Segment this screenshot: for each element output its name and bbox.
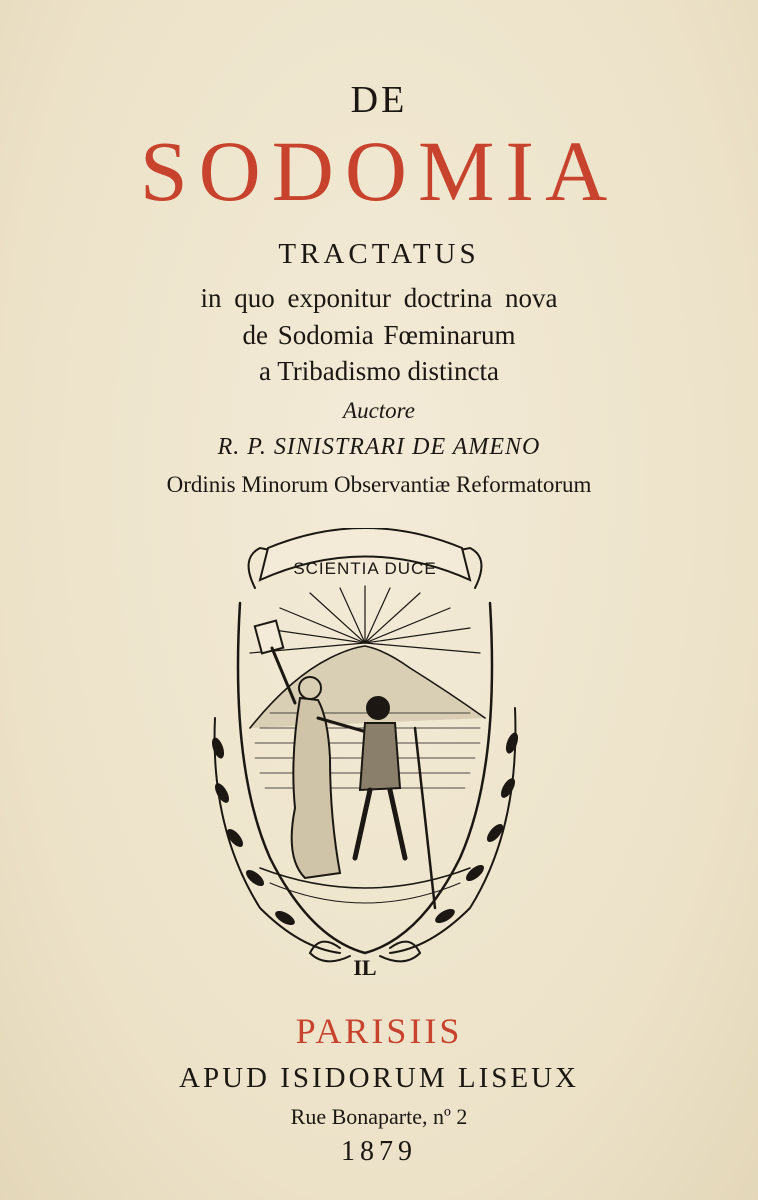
printer-emblem <box>200 528 530 978</box>
author-name: R. P. SINISTRARI DE AMENO <box>217 434 541 460</box>
imprint-publisher: APUD ISIDORUM LISEUX <box>179 1062 579 1094</box>
religious-order: Ordinis Minorum Observantiæ Reformatorum <box>166 472 592 497</box>
book-title: SODOMIA <box>139 123 619 219</box>
emblem-motto: SCIENTIA DUCE <box>293 559 437 578</box>
imprint-city: PARISIIS <box>295 1011 463 1051</box>
imprint-year: 1879 <box>341 1136 417 1167</box>
emblem-monogram: IL <box>353 955 377 978</box>
subtitle-line-3: a Tribadismo distincta <box>258 356 499 386</box>
imprint-address: Rue Bonaparte, nº 2 <box>290 1104 468 1129</box>
tractatus-heading: TRACTATUS <box>278 238 480 270</box>
subtitle-line-2: de Sodomia Fœminarum <box>242 320 516 350</box>
auctore-label: Auctore <box>343 398 415 423</box>
title-prefix: DE <box>350 79 408 121</box>
subtitle-line-1: in quo exponitur doctrina nova <box>200 283 558 313</box>
sun-rays-icon <box>250 586 480 653</box>
